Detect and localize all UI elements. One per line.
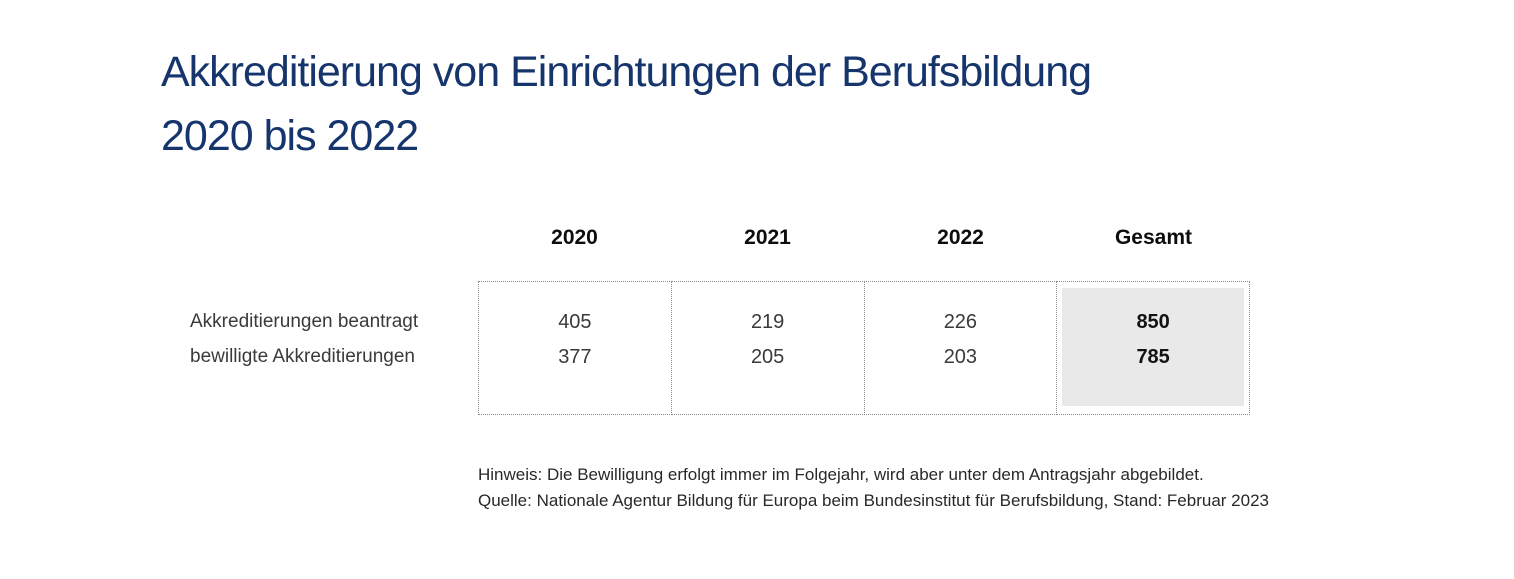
data-table (478, 281, 1250, 415)
table-column-headers (478, 226, 1250, 250)
row-label-beantragt: Akkreditierungen beantragt (190, 311, 419, 332)
figure-title-line2: 2020 bis 2022 (161, 112, 419, 160)
footnotes (478, 462, 1269, 514)
figure-title (161, 40, 1091, 168)
cell-beantragt-gesamt: 850 (1136, 311, 1170, 333)
column-header-2021: 2021 (744, 226, 791, 249)
row-label-bewilligt: bewilligte Akkreditierungen (190, 346, 415, 367)
column-header-2022: 2022 (937, 226, 984, 249)
cell-beantragt-2022: 226 (943, 311, 978, 333)
note-quelle: Quelle: Nationale Agentur Bildung für Europa beim Bundesinstitut für Berufsbildung, Stand: Februar 2023 (478, 491, 1269, 510)
column-header-2020: 2020 (551, 226, 598, 249)
column-header-gesamt: Gesamt (1114, 226, 1193, 249)
cell-beantragt-2021: 219 (750, 311, 785, 333)
cell-bewilligt-gesamt: 785 (1136, 346, 1170, 368)
table-column-2020 (478, 281, 672, 415)
figure-title-line1: Akkreditierung von Einrichtungen der Berufsbildung (161, 48, 1092, 96)
table-column-2021 (671, 281, 865, 415)
cell-bewilligt-2021: 205 (750, 346, 785, 368)
table-column-gesamt (1056, 281, 1250, 415)
table-column-2022 (864, 281, 1058, 415)
note-hinweis: Hinweis: Die Bewilligung erfolgt immer im Folgejahr, wird aber unter dem Antragsjahr abgebildet. (478, 465, 1204, 484)
cell-beantragt-2020: 405 (558, 311, 592, 333)
cell-bewilligt-2020: 377 (558, 346, 592, 368)
cell-bewilligt-2022: 203 (943, 346, 978, 368)
